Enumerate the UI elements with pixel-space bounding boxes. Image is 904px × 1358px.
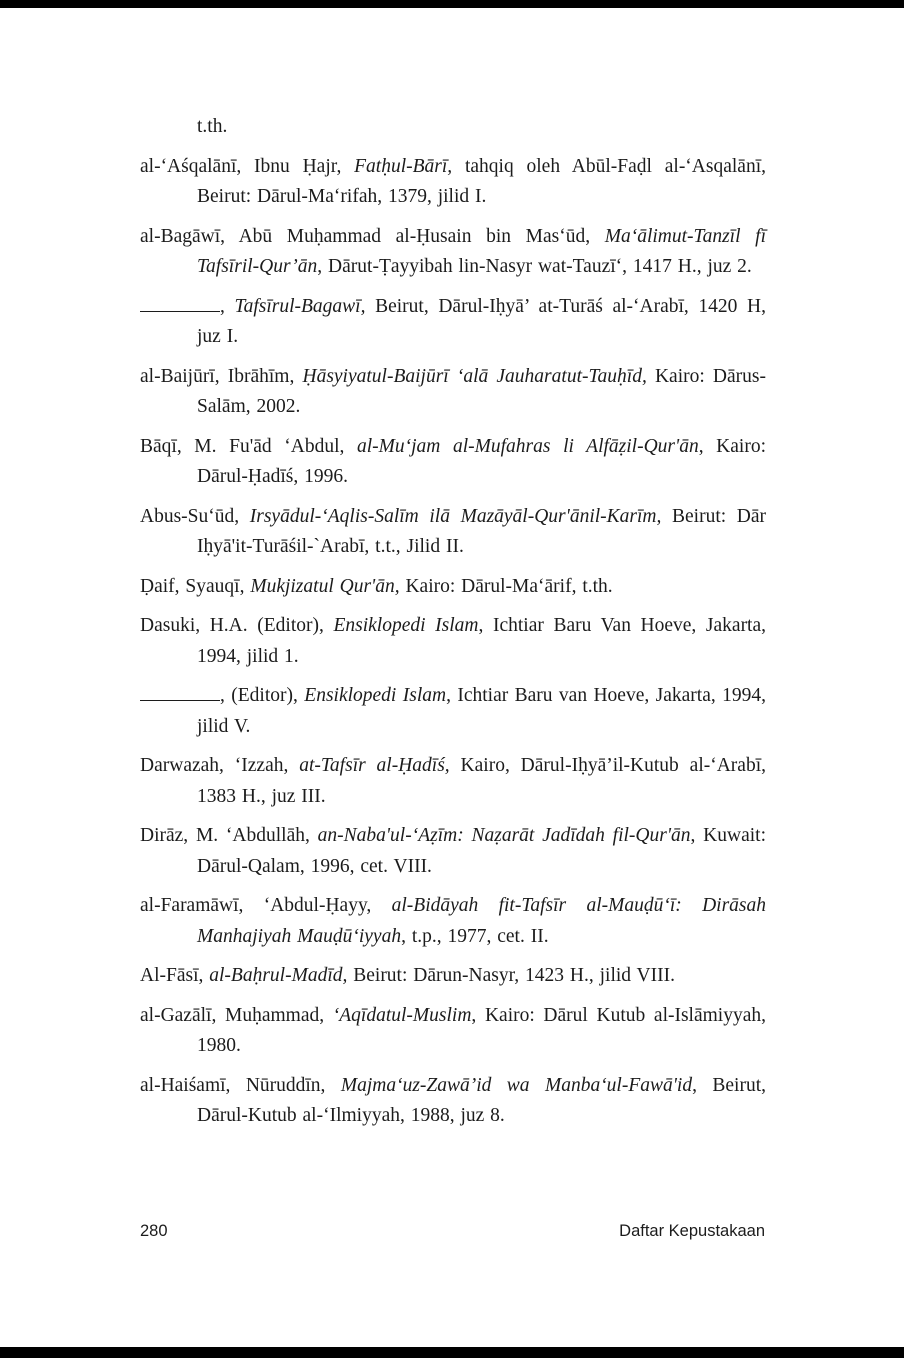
entry-text: , Kairo: Dārul Kutub al-Islāmiyyah, 1980.	[197, 1004, 766, 1056]
bibliography-list	[140, 112, 766, 1141]
entry-text: al-Bagāwī, Abū Muḥammad al-Ḥusain bin Mas‘ūd,	[140, 225, 605, 247]
bibliography-entry	[140, 152, 766, 213]
scan-edge-bottom	[0, 1347, 904, 1358]
bibliography-entry	[140, 681, 766, 742]
entry-title-italic: Irsyādul-‘Aqlis-Salīm ilā Mazāyāl-Qur'ānil-Karīm,	[249, 505, 662, 527]
page-footer	[140, 1222, 765, 1241]
scan-edge-top	[0, 0, 904, 8]
bibliography-entry	[140, 362, 766, 423]
entry-text: al-Baijūrī, Ibrāhīm,	[140, 365, 303, 387]
entry-text: Ḍaif, Syauqī,	[140, 575, 251, 597]
entry-text: Kairo: Dārul-Ma‘ārif, t.th.	[399, 575, 613, 597]
page-number: 280	[140, 1222, 168, 1240]
bibliography-entry	[140, 222, 766, 283]
entry-title-italic: at-Tafsīr al-Ḥadīś,	[299, 755, 450, 776]
entry-text: ,	[220, 295, 235, 317]
entry-title-italic: Fatḥul-Bārī,	[354, 155, 453, 177]
entry-title-italic: an-Naba'ul-‘Aẓīm: Naẓarāt Jadīdah fil-Qur'ān	[317, 825, 691, 846]
entry-text: , t.p., 1977, cet. II.	[401, 925, 549, 947]
entry-text: Abus-Su‘ūd,	[140, 505, 250, 527]
entry-title-italic: Ensiklopedi Islam	[333, 615, 479, 636]
entry-title-italic: al-Baḥrul-Madīd,	[209, 965, 348, 986]
entry-text: Dasuki, H.A. (Editor),	[140, 615, 334, 636]
entry-text: Darwazah, ‘Izzah,	[140, 755, 300, 776]
bibliography-entry	[140, 891, 766, 952]
entry-title-italic: al-Bidāyah fit-Tafsīr al-Mauḍū‘ī: Dirāsah Manhajiyah Mauḍū‘iyyah	[197, 895, 767, 947]
bibliography-entry	[140, 1001, 766, 1062]
entry-text: Dirāz, M. ‘Abdullāh,	[140, 825, 318, 846]
entry-text: , Dārut-Ṭayyibah lin-Nasyr wat-Tauzī‘, 1417 H., juz 2.	[317, 256, 752, 277]
bibliography-entry	[140, 961, 766, 992]
bibliography-entry	[140, 432, 766, 493]
entry-text: , Ichtiar Baru Van Hoeve, Jakarta, 1994, jilid 1.	[197, 615, 767, 667]
entry-text: , Kairo: Dārul-Ḥadīś, 1996.	[197, 435, 766, 487]
bibliography-entry	[140, 611, 766, 672]
entry-title-italic: Tafsīrul-Bagawī,	[234, 295, 366, 317]
entry-text: Beirut, Dārul-Iḥyā’ at-Turāś al-‘Arabī, 1420 H, juz I.	[197, 295, 767, 347]
entry-title-italic: ‘Aqīdatul-Muslim	[332, 1004, 472, 1026]
entry-title-italic: Ḥāsyiyatul-Baijūrī ‘alā Jauharatut-Tauḥīd,	[302, 365, 647, 387]
bibliography-entry	[140, 821, 766, 882]
entry-text: al-‘Aśqalānī, Ibnu Ḥajr,	[140, 155, 355, 177]
entry-title-italic: Ma‘ālimut-Tanzīl fī Tafsīril-Qur’ān	[197, 225, 766, 277]
entry-text: Bāqī, M. Fu'ād ‘Abdul,	[140, 435, 357, 457]
bibliography-entry	[140, 112, 766, 143]
entry-text: Beirut: Dārun-Nasyr, 1423 H., jilid VIII.	[347, 965, 675, 986]
bibliography-entry	[140, 751, 766, 812]
entry-text: tahqiq oleh Abūl-Faḍl al-‘Asqalānī, Beirut: Dārul-Ma‘rifah, 1379, jilid I.	[197, 155, 766, 207]
entry-text: Kairo, Dārul-Iḥyā’il-Kutub al-‘Arabī, 1383 H., juz III.	[197, 755, 766, 807]
entry-text: al-Haiśamī, Nūruddīn,	[140, 1074, 341, 1096]
entry-title-italic: Ensiklopedi Islam	[304, 685, 447, 706]
entry-text: , Ichtiar Baru van Hoeve, Jakarta, 1994, jilid V.	[197, 685, 766, 737]
section-title: Daftar Kepustakaan	[619, 1222, 765, 1240]
entry-title-italic: al-Mu‘jam al-Mufahras li Alfāẓil-Qur'ān	[356, 435, 699, 457]
entry-text: t.th.	[197, 116, 228, 137]
entry-text: Kairo: Dārus-Salām, 2002.	[197, 365, 766, 417]
entry-text: , Beirut, Dārul-Kutub al-‘Ilmiyyah, 1988, juz 8.	[197, 1074, 766, 1126]
entry-title-italic: Mukjizatul Qur'ān,	[250, 575, 400, 597]
bibliography-entry	[140, 1071, 766, 1132]
repeated-author-rule	[140, 310, 220, 312]
entry-title-italic: Majma‘uz-Zawā’id wa Manba‘ul-Fawā'id	[340, 1074, 693, 1096]
entry-text: , Kuwait: Dārul-Qalam, 1996, cet. VIII.	[197, 825, 766, 877]
entry-text: Beirut: Dār Iḥyā'it-Turāśil-`Arabī, t.t., Jilid II.	[197, 505, 767, 557]
entry-text: al-Faramāwī, ‘Abdul-Ḥayy,	[140, 895, 392, 916]
bibliography-entry	[140, 292, 766, 353]
entry-text: al-Gazālī, Muḥammad,	[140, 1004, 333, 1026]
bibliography-entry	[140, 572, 766, 603]
entry-text: Al-Fāsī,	[140, 965, 210, 986]
repeated-author-rule	[140, 699, 220, 701]
entry-text: , (Editor),	[220, 685, 305, 706]
bibliography-entry	[140, 502, 766, 563]
